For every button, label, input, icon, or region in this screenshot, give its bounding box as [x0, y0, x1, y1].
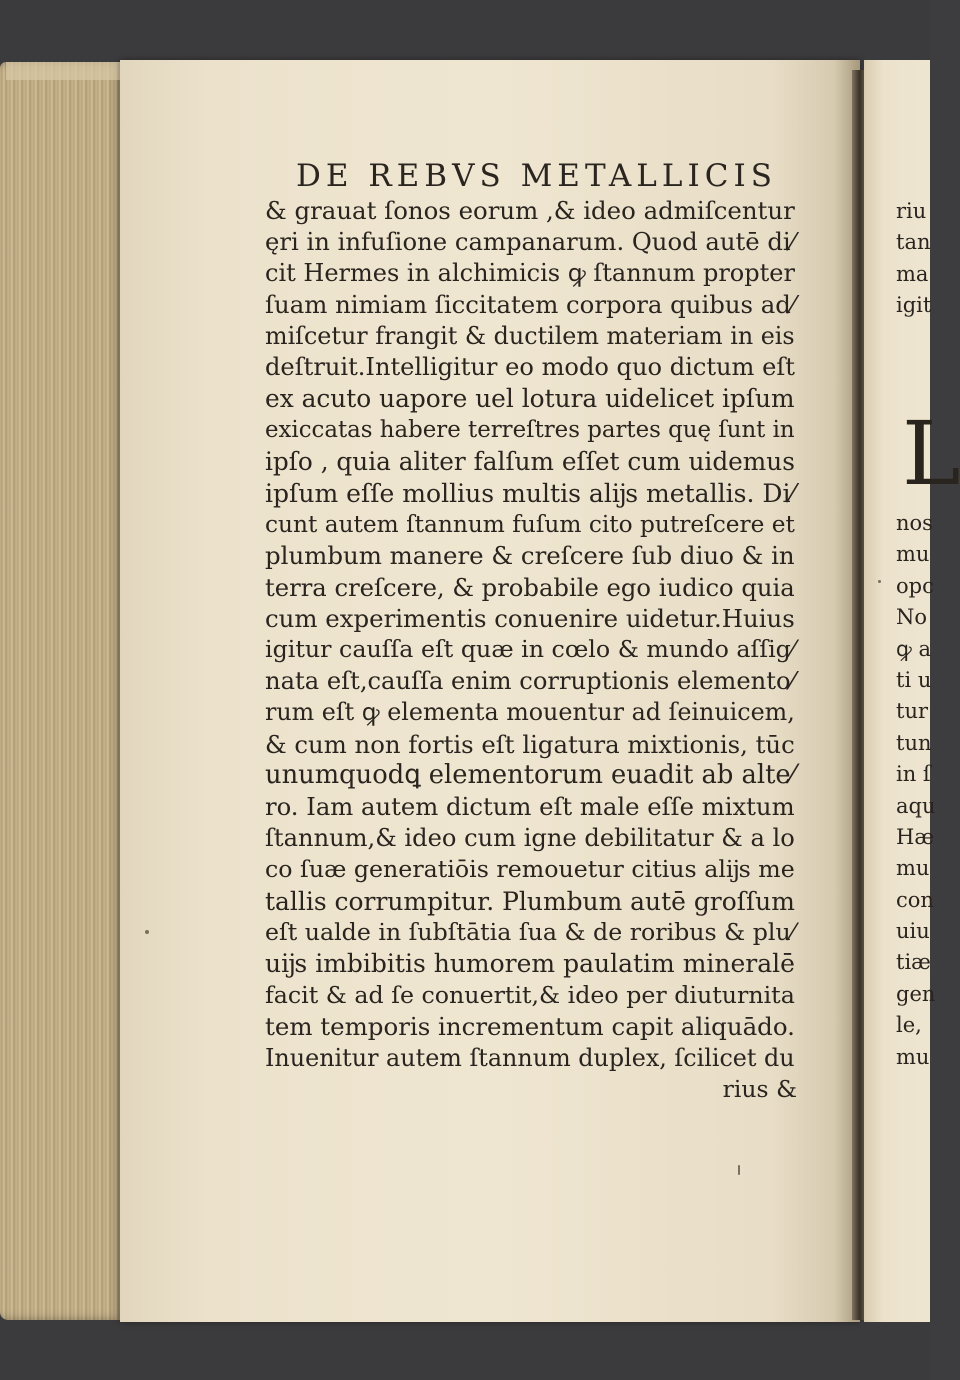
- text-line: & grauat ſonos eorum ,& ideo admiſcentur: [265, 196, 795, 225]
- text-line: rum eſt ꝙ elementa mouentur ad ſeinuicem,: [265, 698, 795, 727]
- right-page-line: igit: [896, 293, 932, 318]
- right-page-line: tun: [896, 730, 932, 755]
- text-line: eſt ualde in ſubſtātia ſua & de roribus & plu⁄: [265, 917, 795, 946]
- running-head: DE REBVS METALLICIS: [296, 158, 777, 194]
- text-line: tem temporis incrementum capit aliquādo.: [265, 1012, 795, 1042]
- paper-speck: [738, 1165, 740, 1175]
- right-page-line: le,: [896, 1013, 922, 1038]
- right-page-line: uiu: [896, 919, 930, 944]
- right-page-line: aqu: [896, 793, 936, 818]
- text-line: ipſo , quia aliter falſum eſſet cum uidemus: [265, 447, 795, 477]
- right-page-line: mu: [896, 1044, 930, 1069]
- text-line: co ſuæ generatiōis remouetur citius alĳs me: [265, 855, 795, 884]
- text-line: & cum non fortis eſt ligatura mixtionis, tūc: [265, 729, 795, 759]
- page-edges: [0, 62, 124, 1320]
- right-page-line: mu: [896, 542, 930, 567]
- right-page-line: nos: [896, 511, 933, 535]
- text-line: facit & ad ſe conuertit,& ideo per diuturnita: [265, 980, 795, 1009]
- text-line: cum experimentis conuenire uidetur.Huius: [265, 604, 795, 634]
- text-line: ſtannum,& ideo cum igne debilitatur & a lo: [265, 823, 795, 852]
- right-page-line: riu: [896, 199, 927, 223]
- page-edges-highlight: [6, 62, 124, 80]
- right-page-line: ꝙ a: [896, 636, 931, 661]
- right-page-line: mu: [896, 856, 930, 881]
- text-line: ro. Iam autem dictum eſt male eſſe mixtum: [265, 792, 795, 822]
- text-line: unumquodꝗ elementorum euadit ab alte⁄: [265, 760, 795, 791]
- right-page-line: ti u: [896, 667, 932, 692]
- paper-speck: [145, 930, 149, 934]
- body-text: [265, 195, 805, 1105]
- right-page-line: tiæ: [896, 950, 931, 975]
- right-page-line: ma: [896, 261, 929, 286]
- text-line: ſuam nimiam ſiccitatem corpora quibus ad⁄: [265, 290, 795, 320]
- text-line: exiccatas habere terreſtres partes quę ſunt in: [265, 416, 795, 443]
- right-page-text-top: [896, 196, 930, 322]
- text-line: ęri in infuſione campanarum. Quod autē di⁄: [265, 227, 795, 257]
- right-page-line: opc: [896, 573, 934, 598]
- text-line: terra creſcere, & probabile ego iudico quia: [265, 572, 795, 602]
- text-line: igitur cauſſa eſt quæ in cœlo & mundo aſſig⁄: [265, 635, 795, 664]
- right-page-initial: L: [902, 402, 960, 505]
- text-line: deſtruit.Intelligitur eo modo quo dictum eſt: [265, 352, 795, 381]
- right-page-line: tan: [896, 230, 931, 255]
- text-line: ex acuto uapore uel lotura uidelicet ipſum: [265, 384, 795, 414]
- text-line: cit Hermes in alchimicis ꝙ ſtannum propter: [265, 258, 795, 287]
- text-line: Inuenitur autem ſtannum duplex, ſcilicet du: [265, 1043, 795, 1072]
- text-line: plumbum manere & creſcere ſub diuo & in: [265, 541, 795, 571]
- paper-speck: [878, 580, 881, 583]
- text-line: ipſum eſſe mollius multis alĳs metallis. Di⁄: [265, 478, 795, 508]
- text-line: tallis corrumpitur. Plumbum autē groſſum: [265, 886, 795, 916]
- right-page-line: Hæ: [896, 824, 935, 849]
- catchword: rius &: [722, 1074, 797, 1103]
- text-line: uĳs imbibitis humorem paulatim mineralē: [265, 949, 795, 979]
- right-page-text-bottom: [896, 508, 936, 1073]
- right-page-line: in ſ: [896, 762, 931, 787]
- text-line: miſcetur frangit & ductilem materiam in eis: [265, 321, 795, 350]
- right-page-line: No: [896, 605, 928, 630]
- right-page-line: tur: [896, 699, 929, 724]
- text-line: nata eſt,cauſſa enim corruptionis elemento⁄: [265, 666, 795, 695]
- right-page-line: gen: [896, 981, 936, 1006]
- right-page-line: con: [896, 887, 934, 912]
- text-line: cunt autem ſtannum fuſum cito putreſcere et: [265, 510, 795, 538]
